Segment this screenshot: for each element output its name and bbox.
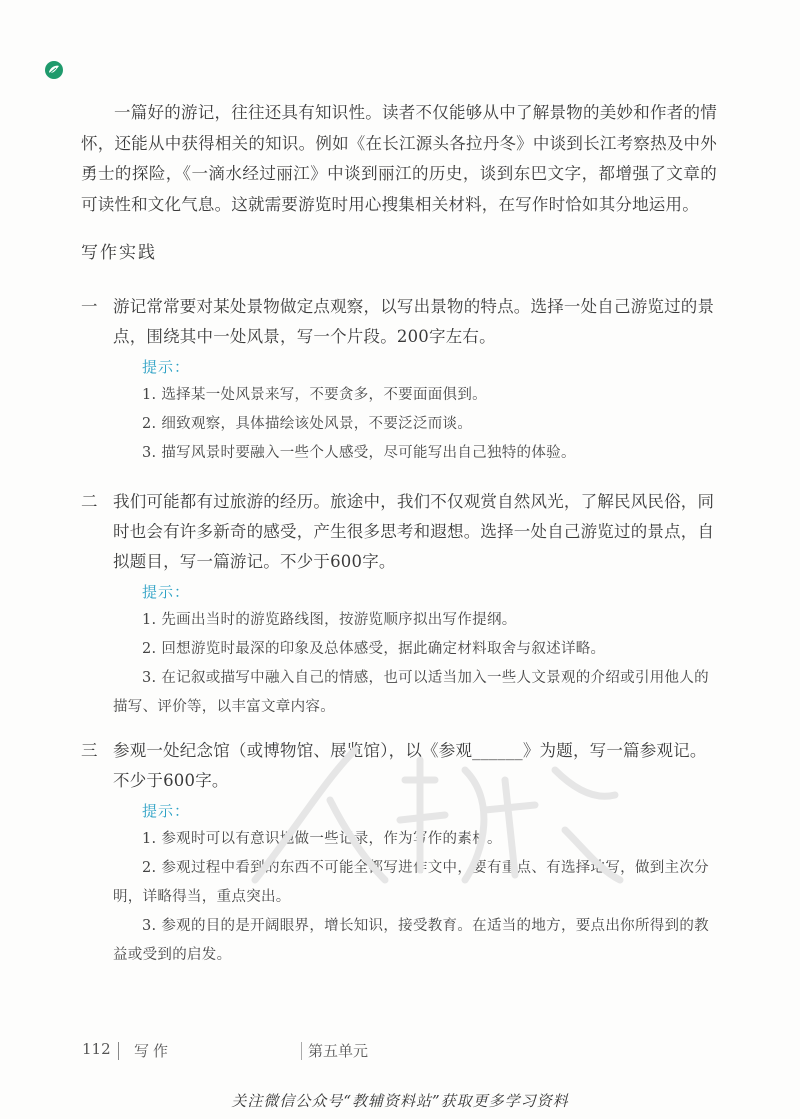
- task-item: [81, 292, 721, 468]
- task-text: 我们可能都有过旅游的经历。旅途中，我们不仅观赏自然风光，了解民风民俗，同时也会有许多新奇的感受，产生很多思考和遐想。选择一处自己游览过的景点，自拟题目，写一篇游记。不少于600字。: [113, 492, 715, 571]
- hint-list: [113, 825, 721, 970]
- hint-item: 1. 参观时可以有意识地做一些记录，作为写作的素材。: [142, 831, 502, 847]
- intro-paragraph: 一篇好的游记，往往还具有知识性。读者不仅能够从中了解景物的美妙和作者的情怀，还能从中获得相关的知识。例如《在长江源头各拉丹冬》中谈到长江考察热及中外勇士的探险，《一滴水经过丽江》中谈到丽江的历史，谈到东巴文字，都增强了文章的可读性和文化气息。这就需要游览时用心搜集相关材料，在写作时恰如其分地运用。: [81, 103, 717, 214]
- leaf-logo-icon: [44, 60, 64, 80]
- hint-item: 1. 先画出当时的游览路线图，按游览顺序拟出写作提纲。: [142, 612, 517, 628]
- footer-divider: [301, 1042, 302, 1060]
- hint-item: 3. 描写风景时要融入一些个人感受，尽可能写出自己独特的体验。: [142, 445, 576, 461]
- hint-item: 2. 回想游览时最深的印象及总体感受，据此确定材料取舍与叙述详略。: [142, 641, 606, 657]
- footer-divider: [118, 1042, 119, 1060]
- hint-item: 1. 选择某一处风景来写，不要贪多，不要面面俱到。: [142, 387, 487, 403]
- footer-unit: 第五单元: [308, 1042, 369, 1060]
- section-title: 写作实践: [81, 243, 157, 263]
- hint-item: 3. 在记叙或描写中融入自己的情感，也可以适当加入一些人文景观的介绍或引用他人的描写、评价等，以丰富文章内容。: [113, 670, 709, 715]
- hint-list: [113, 381, 721, 468]
- page-number: 112: [82, 1040, 111, 1058]
- hint-label: 提示：: [142, 802, 191, 820]
- hint-item: 2. 细致观察，具体描绘该处风景，不要泛泛而谈。: [142, 416, 473, 432]
- task-item: [81, 736, 721, 970]
- hint-item: 2. 参观过程中看到的东西不可能全都写进作文中，要有重点、有选择地写，做到主次分明，详略得当，重点突出。: [113, 860, 709, 905]
- task-number: 一: [81, 297, 98, 316]
- page-footer: [82, 1040, 642, 1064]
- promo-note: 关注微信公众号“教辅资料站”获取更多学习资料: [231, 1092, 569, 1110]
- hint-list: [113, 606, 721, 722]
- task-text: 游记常常要对某处景物做定点观察，以写出景物的特点。选择一处自己游览过的景点，围绕其中一处风景，写一个片段。200字左右。: [113, 297, 715, 346]
- hint-item: 3. 参观的目的是开阔眼界，增长知识，接受教育。在适当的地方，要点出你所得到的教益或受到的启发。: [113, 918, 709, 963]
- task-number: 二: [81, 492, 98, 511]
- task-number: 三: [81, 741, 98, 760]
- hint-label: 提示：: [142, 583, 191, 601]
- footer-section: 写作: [134, 1042, 173, 1060]
- task-item: [81, 487, 721, 722]
- hint-label: 提示：: [142, 358, 191, 376]
- task-text: 参观一处纪念馆（或博物馆、展览馆），以《参观______》为题，写一篇参观记。不少于600字。: [113, 741, 707, 790]
